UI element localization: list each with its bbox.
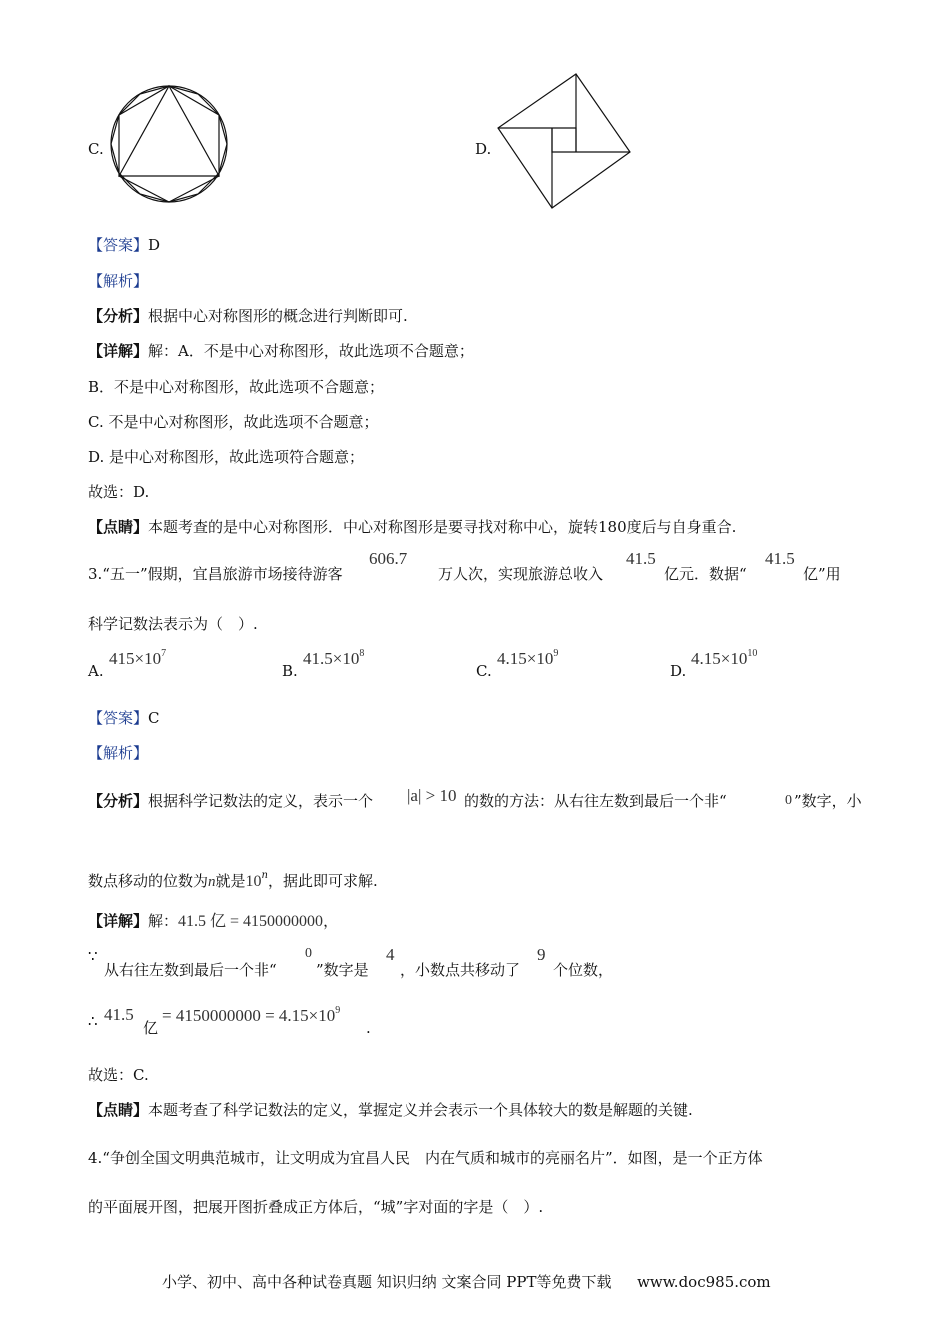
q3-option-b	[303, 648, 364, 669]
option-b-base: 41.5×10	[303, 649, 360, 668]
xiangjie-a: 解：	[148, 912, 179, 930]
q3-num1: 606.7	[369, 549, 408, 568]
q2-dianjing-line	[88, 517, 736, 537]
line2-zero: 0	[305, 946, 312, 961]
line2-c: ，小数点共移动了	[400, 961, 521, 979]
xiangjie-tag: 【详解】	[88, 912, 149, 930]
q3-stem-a: 3.“五一”假期，宜昌旅游市场接待游客	[88, 565, 343, 583]
xiangjie-math: 41.5 亿 = 4150000000	[178, 913, 324, 930]
fenxi-zero: 0	[785, 793, 792, 808]
q3-option-b-label: B.	[282, 662, 298, 680]
q3-xiangjie-line2	[104, 960, 277, 980]
fenxi-n: n	[208, 874, 216, 890]
option-d-base: 4.15×10	[691, 649, 748, 668]
dianjing-text: 本题考查的是中心对称图形．中心对称图形是要寻找对称中心，旋转180度后与自身重合.	[148, 518, 737, 536]
line2-nine: 9	[537, 945, 546, 964]
because-symbol: ∵	[88, 947, 98, 965]
q3-dianjing-line	[88, 1100, 693, 1120]
option-c-exp: 9	[553, 648, 559, 659]
fenxi-a: 根据科学记数法的定义，表示一个	[148, 792, 374, 810]
q3-option-c	[497, 648, 558, 669]
q3-stem-d: 亿”用	[803, 565, 841, 583]
q3-stem-c: 亿元．数据“	[664, 565, 747, 583]
xiangjie-tag: 【详解】	[88, 342, 149, 360]
therefore-symbol: ∴	[88, 1012, 98, 1030]
dianjing-tag: 【点睛】	[88, 518, 149, 536]
xiangjie-b: ，	[323, 912, 339, 930]
answer-tag: 【答案】	[88, 709, 149, 727]
line3-dot: .	[366, 1019, 371, 1037]
line2-a: 从右往左数到最后一个非“	[104, 961, 277, 979]
xiangjie-text: 解：A．不是中心对称图形，故此选项不合题意；	[148, 342, 474, 360]
fenxi-math: |a| > 10	[407, 786, 457, 805]
option-c-label: C.	[88, 140, 104, 158]
fenxi-tag: 【分析】	[88, 307, 149, 325]
jiexi-tag: 【解析】	[88, 272, 149, 290]
q3-fenxi-line1	[88, 791, 373, 811]
q3-guxuan: 故选：C.	[88, 1066, 149, 1084]
fenxi-text: 根据中心对称图形的概念进行判断即可.	[148, 307, 408, 325]
line3-eq-text: = 4150000000 = 4.15×10	[162, 1006, 336, 1025]
q3-fenxi-line2	[88, 866, 378, 892]
line3-num: 41.5	[104, 1005, 134, 1024]
q3-option-c-label: C.	[476, 662, 492, 680]
option-d-figure	[494, 70, 634, 212]
q3-xiangjie-line	[88, 911, 338, 932]
q2-line-c: C. 不是中心对称图形，故此选项不合题意；	[88, 413, 379, 431]
line3-eq	[162, 1005, 340, 1026]
answer-tag: 【答案】	[88, 236, 149, 254]
dianjing-tag: 【点睛】	[88, 1101, 149, 1119]
option-d-label: D.	[475, 140, 492, 158]
line2-d: 个位数，	[553, 961, 614, 979]
q3-num3: 41.5	[765, 549, 795, 568]
q3-option-a	[109, 648, 166, 669]
fenxi-n-exp: n	[261, 870, 268, 881]
q3-option-d	[691, 648, 757, 669]
q4-line1: 4.“争创全国文明典范城市，让文明成为宜昌人民 内在气质和城市的亮丽名片”．如图，是一个正方体	[88, 1149, 763, 1167]
q2-line-b: B．不是中心对称图形，故此选项不合题意；	[88, 378, 385, 396]
option-b-exp: 8	[359, 648, 365, 659]
footer-url[interactable]: www.doc985.com	[637, 1273, 771, 1291]
fenxi-b: 的数的方法：从右往左数到最后一个非“	[464, 792, 727, 810]
line2-four: 4	[386, 945, 395, 964]
q4-line2: 的平面展开图，把展开图折叠成正方体后，“城”字对面的字是（ ）.	[88, 1198, 544, 1216]
fenxi-line2-c: ，据此即可求解.	[267, 872, 378, 890]
answer-value: D	[148, 236, 161, 254]
q3-answer-line	[88, 708, 160, 728]
fenxi-ten: 10	[245, 873, 262, 890]
q3-option-a-label: A.	[88, 662, 104, 680]
q3-option-d-label: D.	[670, 662, 687, 680]
line3-exp: 9	[335, 1005, 341, 1016]
q2-answer-line	[88, 235, 160, 255]
fenxi-line2-b: 就是	[215, 872, 246, 890]
q2-guxuan: 故选：D.	[88, 483, 150, 501]
q3-stem-b: 万人次，实现旅游总收入	[438, 565, 604, 583]
option-c-figure	[106, 80, 236, 210]
footer-text: 小学、初中、高中各种试卷真题 知识归纳 文案合同 PPT等免费下载	[162, 1273, 612, 1291]
q3-num2: 41.5	[626, 549, 656, 568]
option-d-exp: 10	[747, 648, 758, 659]
dianjing-text: 本题考查了科学记数法的定义，掌握定义并会表示一个具体较大的数是解题的关键.	[148, 1101, 693, 1119]
option-a-base: 415×10	[109, 649, 162, 668]
answer-value: C	[148, 709, 160, 727]
footer	[162, 1271, 771, 1292]
q3-stem-line2: 科学记数法表示为（ ）.	[88, 615, 258, 633]
line3-yi: 亿	[143, 1019, 159, 1037]
fenxi-c: ”数字，小	[794, 792, 862, 810]
line2-b: ”数字是	[316, 961, 369, 979]
jiexi-tag: 【解析】	[88, 744, 149, 762]
option-a-exp: 7	[161, 648, 167, 659]
q2-fenxi-line	[88, 306, 408, 326]
q2-line-d: D. 是中心对称图形，故此选项符合题意；	[88, 448, 365, 466]
fenxi-tag: 【分析】	[88, 792, 149, 810]
q2-xiangjie-line	[88, 341, 474, 361]
option-c-base: 4.15×10	[497, 649, 554, 668]
fenxi-line2-a: 数点移动的位数为	[88, 872, 209, 890]
